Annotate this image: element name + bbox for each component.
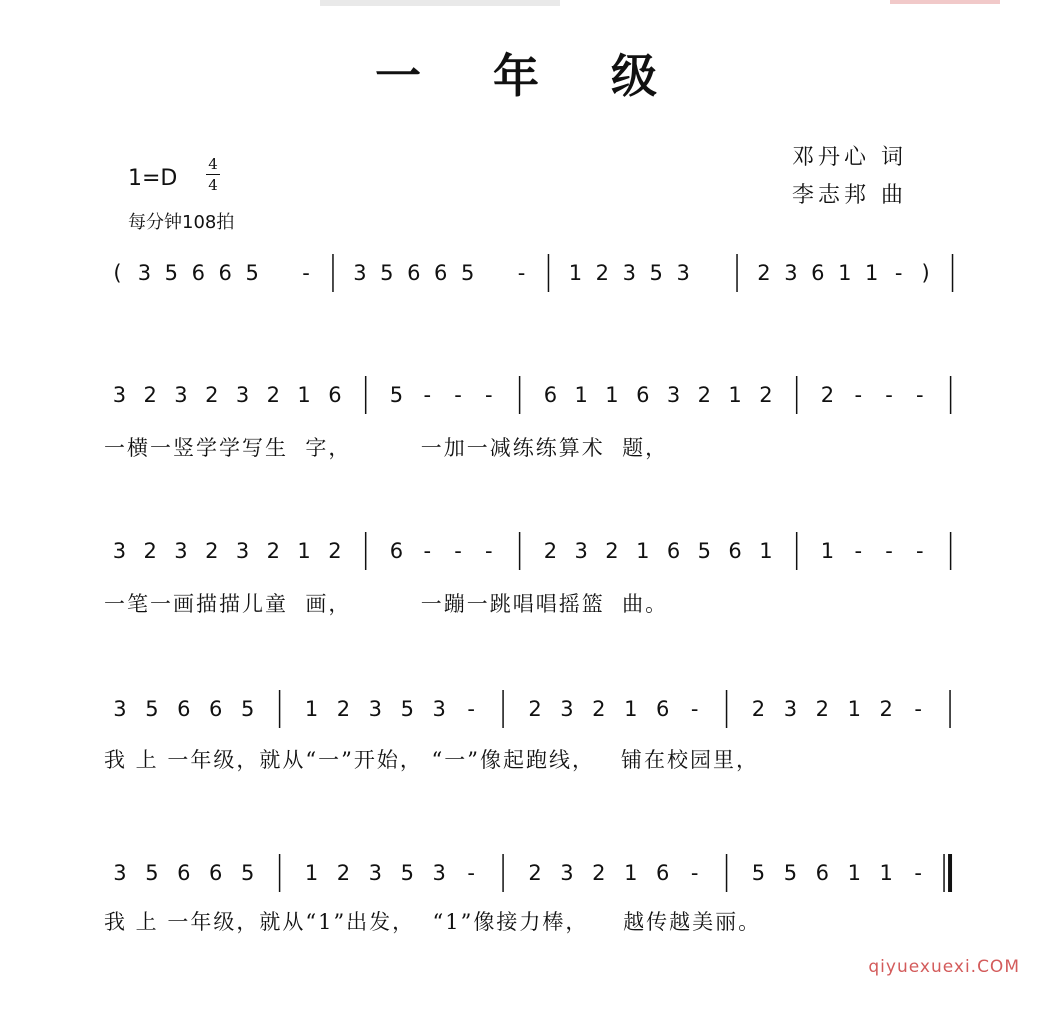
- note: 2: [757, 261, 771, 285]
- note: 2: [595, 261, 610, 285]
- note: 5: [400, 861, 414, 885]
- note: 1: [304, 697, 319, 721]
- note: 2: [592, 697, 606, 721]
- note: 6: [636, 383, 650, 407]
- note: 2: [205, 539, 219, 563]
- note: 2: [336, 697, 351, 721]
- note: 2: [528, 697, 542, 721]
- note: 1: [879, 861, 893, 885]
- note: 3: [560, 861, 574, 885]
- notation-symbol: -: [885, 383, 893, 407]
- note: 5: [380, 261, 394, 285]
- note: 3: [235, 539, 250, 563]
- note: 5: [751, 861, 766, 885]
- note: 5: [783, 861, 798, 885]
- note: 6: [328, 383, 342, 407]
- notation-symbol: -: [690, 697, 699, 721]
- note: 2: [592, 861, 606, 885]
- notation-row-1: [104, 374, 966, 414]
- notation-symbol: -: [885, 539, 893, 563]
- note: 5: [460, 261, 475, 285]
- notation-symbol: -: [485, 539, 493, 563]
- note: 5: [400, 697, 414, 721]
- note: 2: [605, 539, 619, 563]
- notation-symbol: -: [914, 697, 922, 721]
- notation-row-3: [104, 688, 966, 728]
- note: 3: [368, 861, 383, 885]
- note: 6: [209, 697, 223, 721]
- notation-symbol: -: [467, 697, 475, 721]
- note: 3: [113, 861, 127, 885]
- notation-symbol: -: [914, 861, 922, 885]
- note: 5: [245, 261, 259, 285]
- note: 1: [574, 383, 588, 407]
- note: 6: [209, 861, 223, 885]
- note: 2: [266, 383, 281, 407]
- time-signature-denominator: 4: [208, 176, 218, 194]
- notation-symbol: -: [454, 383, 462, 407]
- notation-symbol: -: [423, 539, 432, 563]
- lyric-line-4: 我 上 一年级，就从“1”出发， “1”像接力棒， 越传越美丽。: [104, 910, 762, 934]
- note: 2: [143, 539, 157, 563]
- note: 6: [666, 539, 681, 563]
- notation-symbol: -: [916, 539, 924, 563]
- note: 2: [328, 539, 342, 563]
- note: 3: [666, 383, 681, 407]
- note: 3: [174, 383, 188, 407]
- note: 3: [112, 383, 127, 407]
- composer-credit: 李志邦 曲: [792, 183, 907, 208]
- note: 3: [432, 697, 446, 721]
- song-title: 一 年 级: [374, 49, 686, 103]
- note: 6: [656, 861, 670, 885]
- note: 6: [434, 261, 448, 285]
- note: 2: [697, 383, 712, 407]
- note: 2: [759, 383, 773, 407]
- notation-symbol: -: [485, 383, 493, 407]
- note: 3: [137, 261, 152, 285]
- notation-symbol: -: [894, 261, 903, 285]
- note: 1: [297, 539, 311, 563]
- note: 1: [847, 861, 861, 885]
- key-signature: 1=D: [128, 166, 178, 191]
- notation-symbol: -: [916, 383, 924, 407]
- note: 1: [568, 261, 583, 285]
- note: 1: [304, 861, 319, 885]
- note: 6: [177, 697, 191, 721]
- note: 1: [297, 383, 311, 407]
- note: 3: [676, 261, 690, 285]
- note: 5: [240, 697, 255, 721]
- note: 2: [820, 383, 835, 407]
- note: 6: [811, 261, 825, 285]
- note: 5: [649, 261, 663, 285]
- note: 3: [353, 261, 367, 285]
- lyric-line-2: 一笔一画描描儿童 画， 一蹦一跳唱唱摇篮 曲。: [104, 592, 669, 616]
- note: 6: [543, 383, 558, 407]
- notation-symbol: -: [854, 539, 863, 563]
- note: 1: [847, 697, 861, 721]
- note: 6: [191, 261, 205, 285]
- notation-row-intro: [104, 252, 966, 292]
- note: 5: [145, 861, 159, 885]
- note: 2: [528, 861, 542, 885]
- note: 3: [784, 261, 798, 285]
- notation-row-4: [104, 852, 966, 892]
- note: 3: [574, 539, 588, 563]
- note: 1: [820, 539, 835, 563]
- note: 3: [174, 539, 188, 563]
- top-edge-strip: [320, 0, 560, 6]
- lyric-line-1: 一横一竖学学写生 字， 一加一减练练算术 题，: [104, 436, 669, 460]
- note: 3: [560, 697, 574, 721]
- note: 1: [865, 261, 879, 285]
- tempo-marking: 每分钟108拍: [128, 212, 235, 233]
- note: 2: [336, 861, 351, 885]
- lyric-line-3: 我 上 一年级，就从“一”开始， “一”像起跑线， 铺在校园里，: [104, 748, 759, 772]
- note: 2: [751, 697, 766, 721]
- note: 1: [759, 539, 773, 563]
- note: 6: [656, 697, 670, 721]
- note: 6: [389, 539, 404, 563]
- note: 2: [815, 697, 830, 721]
- time-signature: [206, 154, 220, 195]
- note: 5: [164, 261, 179, 285]
- note: 1: [636, 539, 650, 563]
- note: 5: [145, 697, 159, 721]
- notation-row-2: [104, 530, 966, 570]
- note: 3: [112, 539, 127, 563]
- notation-symbol: (: [113, 261, 122, 285]
- note: 1: [605, 383, 619, 407]
- note: 5: [697, 539, 712, 563]
- notation-symbol: ): [921, 261, 930, 285]
- note: 2: [266, 539, 281, 563]
- note: 6: [177, 861, 191, 885]
- note: 1: [624, 697, 638, 721]
- note: 3: [783, 697, 798, 721]
- lyricist-credit: 邓丹心 词: [792, 145, 907, 170]
- note: 5: [389, 383, 404, 407]
- top-edge-logo-strip: [890, 0, 1000, 4]
- note: 3: [235, 383, 250, 407]
- notation-symbol: -: [517, 261, 526, 285]
- note: 3: [432, 861, 446, 885]
- note: 2: [205, 383, 219, 407]
- notation-symbol: -: [854, 383, 863, 407]
- note: 2: [879, 697, 893, 721]
- note: 6: [218, 261, 232, 285]
- notation-symbol: -: [690, 861, 699, 885]
- notation-symbol: -: [454, 539, 462, 563]
- notation-symbol: -: [467, 861, 475, 885]
- note: 5: [240, 861, 255, 885]
- note: 3: [368, 697, 383, 721]
- note: 6: [728, 539, 742, 563]
- note: 6: [407, 261, 421, 285]
- note: 1: [624, 861, 638, 885]
- note: 3: [113, 697, 127, 721]
- note: 2: [143, 383, 157, 407]
- note: 1: [838, 261, 852, 285]
- note: 1: [728, 383, 742, 407]
- time-signature-numerator: 4: [206, 154, 220, 175]
- note: 6: [815, 861, 830, 885]
- site-watermark: qiyuexuexi.COM: [868, 957, 1020, 977]
- notation-symbol: -: [302, 261, 310, 285]
- note: 3: [622, 261, 636, 285]
- note: 2: [543, 539, 558, 563]
- notation-symbol: -: [423, 383, 432, 407]
